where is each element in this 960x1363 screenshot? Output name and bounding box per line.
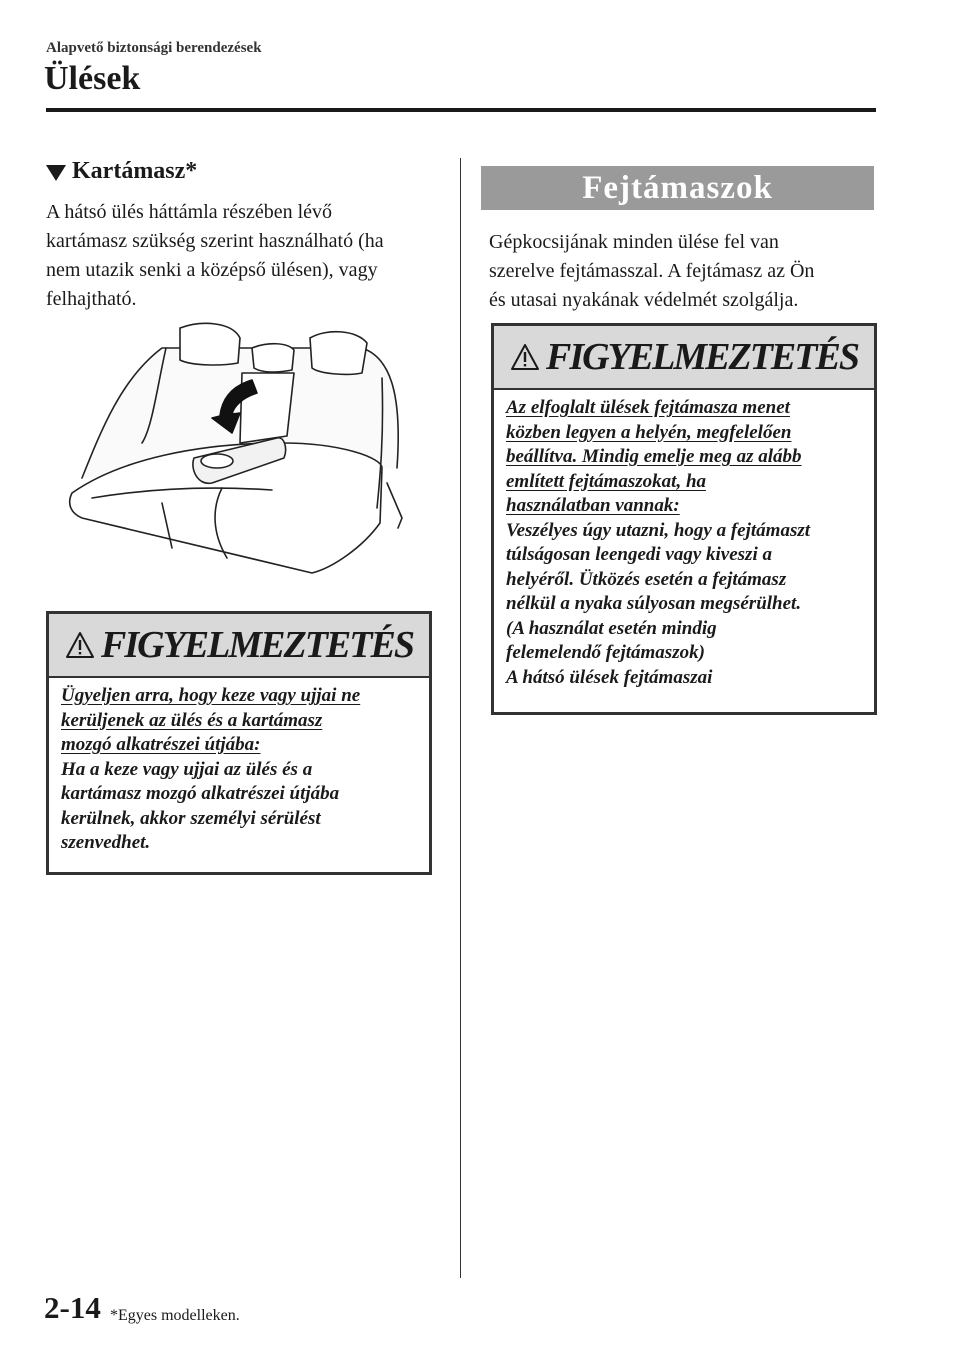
headrest-banner: Fejtámaszok: [481, 166, 874, 210]
armrest-subheading: [46, 158, 197, 185]
page-title: Ülések: [44, 60, 141, 97]
warning-title: FIGYELMEZTETÉS: [101, 624, 413, 666]
warning-text: Ha a keze vagy ujjai az ülés és a kartámasz mozgó alkatrészei útjába kerülnek, akkor személyi sérülést szenvedhet.: [61, 758, 340, 853]
warning-header: [494, 326, 874, 390]
warning-text: Veszélyes úgy utazni, hogy a fejtámaszt túlságosan leengedi vagy kiveszi a helyéről. Ütközés esetén a fejtámasz nélkül a nyaka súlyosan megsérülhet. (A használat esetén mindig felemelendő fejtámaszok) A hátsó ülések fejtámaszai: [506, 519, 811, 688]
warning-header: [49, 614, 429, 678]
warning-lead: Ügyeljen arra, hogy keze vagy ujjai ne kerüljenek az ülés és a kartámasz mozgó alkatrészei útjába:: [61, 685, 361, 755]
footnote: *Egyes modelleken.: [110, 1307, 240, 1324]
warning-body: [49, 678, 429, 870]
armrest-warning-box: [46, 611, 432, 875]
rear-seat-armrest-illustration: [62, 318, 422, 583]
column-divider: [460, 158, 461, 1278]
warning-body: [494, 390, 874, 704]
warning-title: FIGYELMEZTETÉS: [546, 336, 858, 378]
breadcrumb: Alapvető biztonsági berendezések: [46, 40, 262, 56]
warning-triangle-icon: [65, 631, 95, 659]
warning-triangle-icon: [510, 343, 540, 371]
page-number: 2-14: [44, 1290, 101, 1325]
header-rule: [46, 108, 876, 112]
triangle-bullet-icon: [46, 165, 66, 181]
headrest-paragraph: Gépkocsijának minden ülése fel van szerelve fejtámasszal. A fejtámasz az Ön és utasai nyakának védelmét szolgálja.: [489, 231, 815, 311]
armrest-paragraph: A hátsó ülés háttámla részében lévő kartámasz szükség szerint használható (ha nem utazik senki a középső ülésen), vagy felhajtható.: [46, 201, 384, 310]
headrest-warning-box: [491, 323, 877, 715]
armrest-subheading-text: Kartámasz*: [72, 158, 198, 184]
warning-lead: Az elfoglalt ülések fejtámasza menet közben legyen a helyén, megfelelően beállítva. Mindig emelje meg az alább említett fejtámaszokat, ha használatban vannak:: [506, 397, 802, 516]
